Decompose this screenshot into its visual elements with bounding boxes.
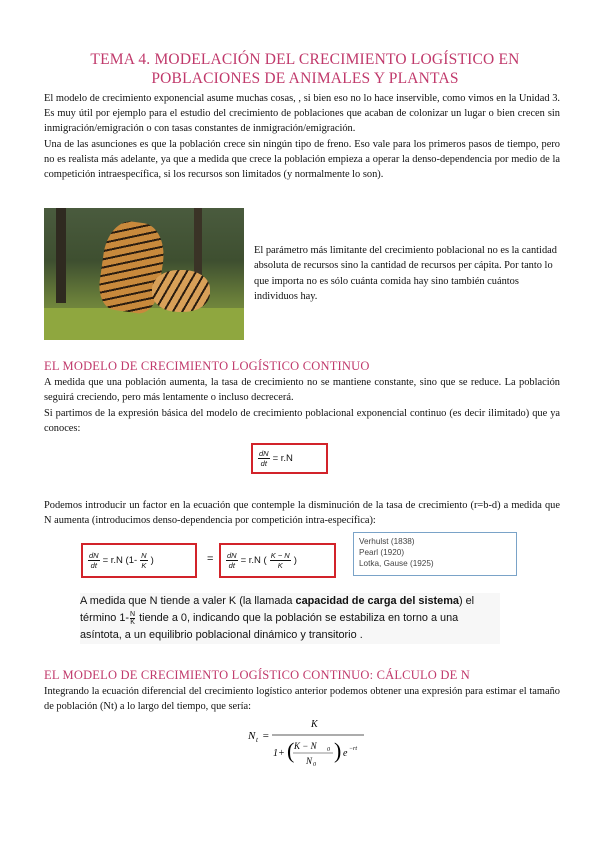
section-heading-logistic: EL MODELO DE CRECIMIENTO LOGÍSTICO CONTINUO (44, 359, 370, 373)
photo-caption: El parámetro más limitante del crecimiento poblacional no es la cantidad absoluta de recursos sino la cantidad de recursos per cápita. Por tanto lo que importa no es sólo cuánta comida hay sino también cuántos individuos hay. (254, 245, 557, 302)
svg-text:N: N (306, 756, 313, 766)
reference-lotka-gause: Lotka, Gause (1925) (359, 559, 434, 568)
svg-text:(: ( (287, 738, 295, 763)
exponential-equation: $\frac{dN}{dt}$ = r.N (251, 443, 328, 474)
reference-pearl: Pearl (1920) (359, 548, 405, 557)
intro-paragraph-2: Una de las asunciones es que la población crece sin ningún tipo de freno. Eso vale para los primeros pasos de tiempo, pero no es realista más adelante, ya que a medida que crece la población empieza a operar la denso-dependencia por medio de la competición intraespecífica, si los recursos son limitados (y normalmente lo son). (44, 139, 560, 181)
references-box (353, 532, 517, 576)
svg-text:): ) (334, 738, 342, 763)
svg-text:K: K (311, 719, 318, 730)
carrying-capacity-term: capacidad de carga del sistema (295, 595, 459, 607)
section1-paragraph-2: Si partimos de la expresión básica del modelo de crecimiento poblacional exponencial continuo (es decir ilimitado) que ya conoces: (44, 408, 560, 435)
section1-paragraph-3: Podemos introducir un factor en la ecuación que contemple la disminución de la tasa de crecimiento (r=b-d) a medida que N aumenta (introducimos denso-dependencia por competición intra-específica): (44, 500, 560, 527)
svg-text:=: = (262, 730, 270, 742)
svg-text:K − N: K − N (294, 741, 317, 751)
tigers-photo (44, 208, 244, 340)
logistic-equation-form-1: $\frac{dN}{dt}$ = r.N (1- $\frac{N}{K}$ ) (81, 543, 197, 578)
svg-text:−rt: −rt (349, 746, 358, 752)
equals-sign: = (207, 553, 214, 565)
section-heading-calculation: EL MODELO DE CRECIMIENTO LOGÍSTICO CONTINUO: CÁLCULO DE N (44, 668, 470, 682)
svg-text:t: t (256, 736, 258, 744)
svg-text:0: 0 (327, 747, 330, 753)
svg-text:1+: 1+ (273, 748, 285, 759)
svg-text:N: N (248, 730, 256, 742)
carrying-capacity-callout: A medida que N tiende a valer K (la llamada capacidad de carga del sistema) el término 1- $\frac{N}{K}$ tiende a 0, indicando que la población se estabiliza en torno a una asíntota, a un equilibrio poblacional dinámico y transitorio . (80, 593, 500, 644)
integrated-logistic-equation (246, 716, 366, 772)
svg-text:0: 0 (313, 762, 316, 768)
logistic-equation-form-2: $\frac{dN}{dt}$ = r.N ( $\frac{K - N}{K}$ ) (219, 543, 336, 578)
section2-paragraph-1: Integrando la ecuación diferencial del crecimiento logístico anterior podemos obtener una expresión para estimar el tamaño de población (Nt) a lo largo del tiempo, que sería: (44, 686, 560, 713)
reference-verhulst: Verhulst (1838) (359, 537, 415, 546)
intro-paragraph-1: El modelo de crecimiento exponencial asume muchas cosas, , si bien eso no lo hace inservible, como vimos en la Unidad 3. Es muy útil por ejemplo para el estudio del crecimiento de poblaciones que acaban de colonizar un lugar o bien crecen sin inmigración/emigración o con tasas constantes de inmigración/emigración. (44, 93, 560, 135)
svg-text:e: e (343, 748, 348, 759)
page-title: TEMA 4. MODELACIÓN DEL CRECIMIENTO LOGÍSTICO EN POBLACIONES DE ANIMALES Y PLANTAS (90, 51, 520, 87)
section1-paragraph-1: A medida que una población aumenta, la tasa de crecimiento no se mantiene constante, sino que se reduce. La población seguirá creciendo, pero más lentamente o incluso decrecerá. (44, 377, 560, 404)
